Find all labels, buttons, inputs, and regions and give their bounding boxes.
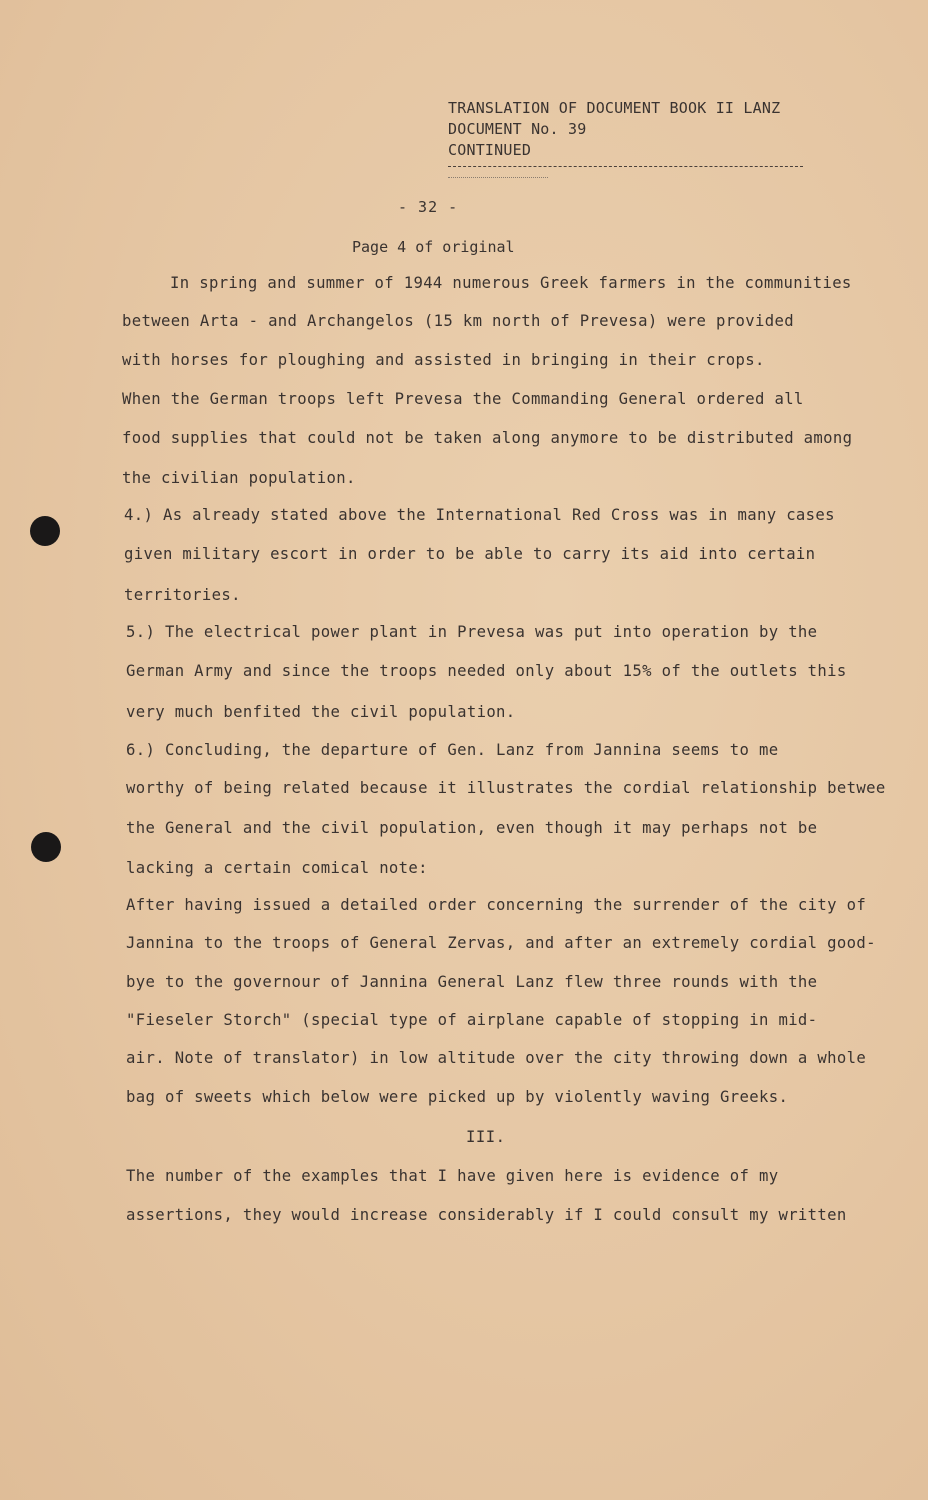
header-title: TRANSLATION OF DOCUMENT BOOK II LANZ — [448, 99, 781, 117]
body-line: the civilian population. — [122, 469, 356, 487]
body-line: with horses for ploughing and assisted in bringing in their crops. — [122, 351, 765, 369]
body-line: very much benfited the civil population. — [126, 703, 516, 721]
body-line: Jannina to the troops of General Zervas, and after an extremely cordial good- — [126, 934, 876, 952]
body-line: 6.) Concluding, the departure of Gen. Lanz from Jannina seems to me — [126, 741, 779, 759]
body-line: German Army and since the troops needed only about 15% of the outlets this — [126, 662, 847, 680]
body-line: air. Note of translator) in low altitude over the city throwing down a whole — [126, 1049, 867, 1067]
header-rule — [448, 166, 803, 167]
body-line: After having issued a detailed order concerning the surrender of the city of — [126, 896, 867, 914]
header-document-number: DOCUMENT No. 39 — [448, 120, 587, 138]
header-continued: CONTINUED — [448, 141, 532, 159]
section-heading: III. — [466, 1128, 506, 1146]
page-of-original: Page 4 of original — [352, 238, 515, 256]
body-line: territories. — [124, 586, 241, 604]
body-line: worthy of being related because it illustrates the cordial relationship betwee — [126, 779, 886, 797]
body-line: In spring and summer of 1944 numerous Greek farmers in the communities — [170, 274, 852, 292]
header-rule-faint — [448, 177, 548, 178]
body-line: When the German troops left Prevesa the Commanding General ordered all — [122, 390, 804, 408]
punch-hole-bottom — [31, 832, 61, 862]
body-line: The number of the examples that I have given here is evidence of my — [126, 1167, 779, 1185]
page-number: - 32 - — [398, 198, 459, 216]
body-line: bye to the governour of Jannina General Lanz flew three rounds with the — [126, 973, 818, 991]
body-line: food supplies that could not be taken along anymore to be distributed among — [122, 429, 853, 447]
body-line: given military escort in order to be able to carry its aid into certain — [124, 545, 816, 563]
document-header — [448, 98, 780, 161]
body-line: lacking a certain comical note: — [126, 859, 428, 877]
body-line: between Arta - and Archangelos (15 km north of Prevesa) were provided — [122, 312, 794, 330]
body-line: bag of sweets which below were picked up by violently waving Greeks. — [126, 1088, 789, 1106]
body-line: assertions, they would increase considerably if I could consult my written — [126, 1206, 847, 1224]
body-line: 5.) The electrical power plant in Prevesa was put into operation by the — [126, 623, 818, 641]
body-line: the General and the civil population, even though it may perhaps not be — [126, 819, 818, 837]
body-line: "Fieseler Storch" (special type of airplane capable of stopping in mid- — [126, 1011, 818, 1029]
punch-hole-top — [30, 516, 60, 546]
body-line: 4.) As already stated above the International Red Cross was in many cases — [124, 506, 835, 524]
